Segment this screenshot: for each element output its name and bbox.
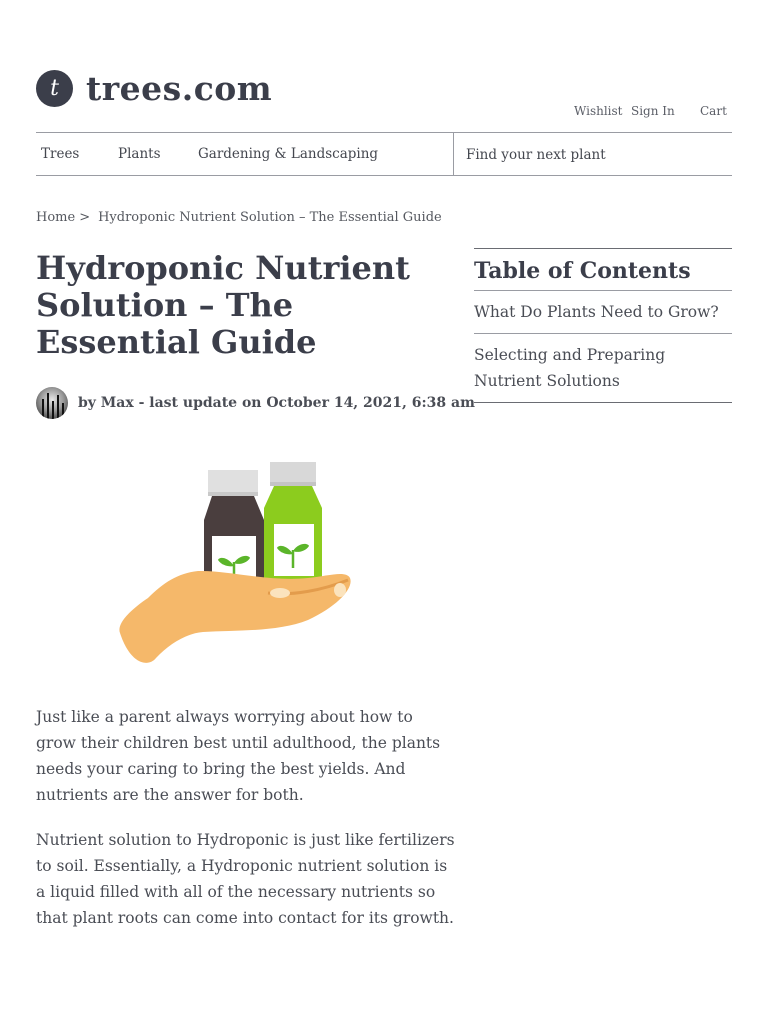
byline xyxy=(36,387,475,419)
wishlist-link[interactable]: Wishlist xyxy=(574,104,623,118)
breadcrumb-current: Hydroponic Nutrient Solution – The Essential Guide xyxy=(98,210,442,225)
breadcrumb xyxy=(36,210,442,225)
toc-title: Table of Contents xyxy=(474,249,732,291)
search-input[interactable] xyxy=(466,142,716,168)
logo-icon: t xyxy=(36,70,73,107)
hero-image xyxy=(108,458,358,670)
article-paragraph: Nutrient solution to Hydroponic is just like fertilizers to soil. Essentially, a Hydroponic nutrient solution is a liquid filled with all of the necessary nutrients so that plant roots can come into contact for its growth. xyxy=(36,831,455,927)
main-nav xyxy=(36,132,732,176)
sign-in-link[interactable]: Sign In xyxy=(631,104,675,118)
toc-item-plants-need[interactable]: What Do Plants Need to Grow? xyxy=(474,303,719,321)
toc-item-nutrient-solutions[interactable]: Selecting and Preparing Nutrient Solutions xyxy=(474,333,732,402)
site-logo[interactable] xyxy=(36,70,272,107)
breadcrumb-home[interactable]: Home xyxy=(36,210,76,225)
table-of-contents xyxy=(474,248,732,403)
nav-item-plants[interactable]: Plants xyxy=(118,146,161,162)
nav-divider xyxy=(453,133,454,175)
nav-item-gardening[interactable]: Gardening & Landscaping xyxy=(198,146,379,162)
author-avatar[interactable] xyxy=(36,387,68,419)
cart-link[interactable]: Cart xyxy=(700,104,727,118)
breadcrumb-separator: > xyxy=(79,210,91,225)
site-name: trees.com xyxy=(86,69,273,108)
byline-text: by Max - last update on October 14, 2021, 6:38 am xyxy=(78,395,475,411)
nav-item-trees[interactable]: Trees xyxy=(41,146,80,162)
article-paragraph: Just like a parent always worrying about how to grow their children best until adulthood, the plants needs your caring to bring the best yields. And nutrients are the answer for both. xyxy=(36,708,441,804)
page-title: Hydroponic Nutrient Solution – The Essential Guide xyxy=(36,249,410,361)
